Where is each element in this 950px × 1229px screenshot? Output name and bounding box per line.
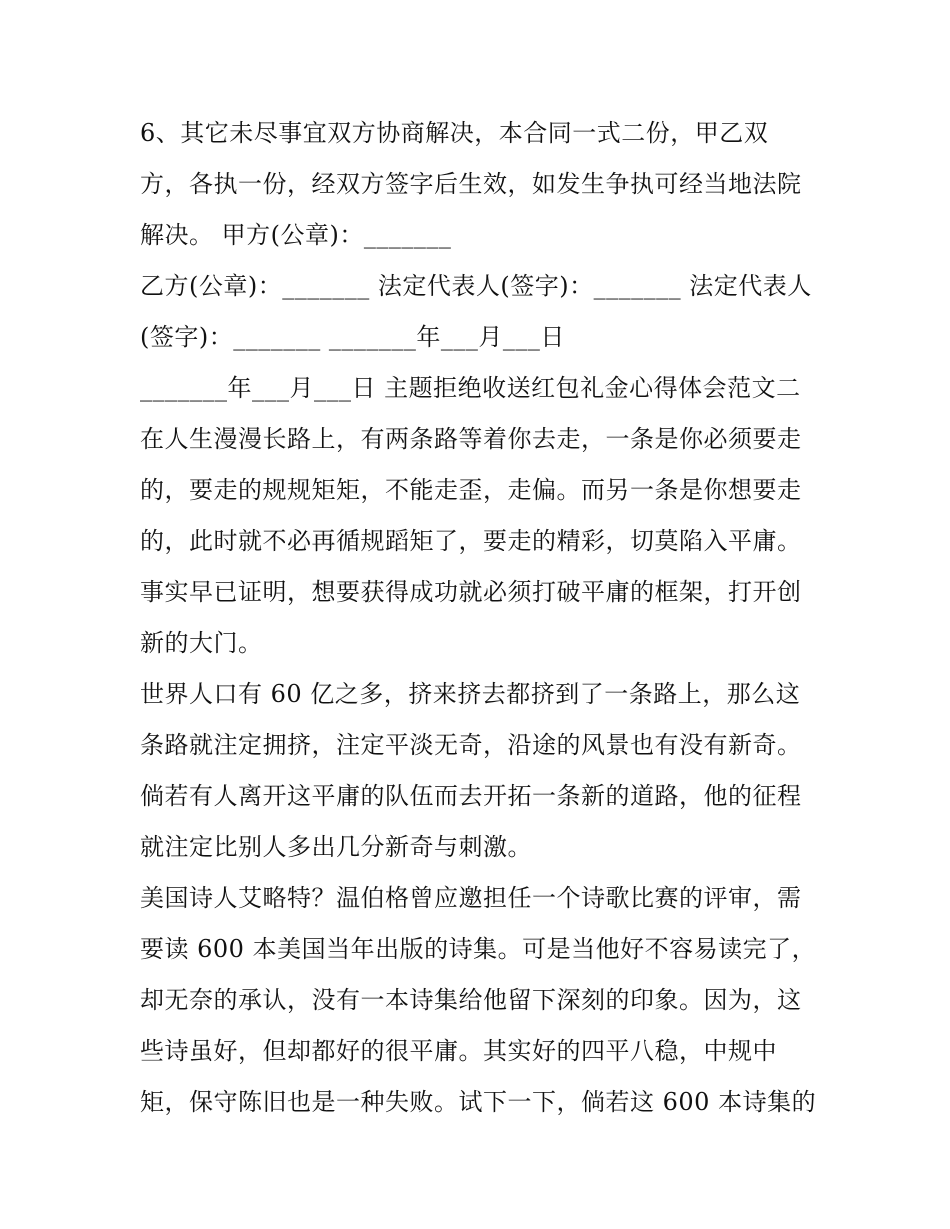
text-line: 方，各执一份，经双方签字后生效，如发生争执可经当地法院: [140, 170, 802, 198]
text-line: 新的大门。: [140, 629, 263, 657]
text-line: 世界人口有 60 亿之多，挤来挤去都挤到了一条路上，那么这: [140, 680, 801, 708]
text-line: 解决。 甲方(公章)：_______: [140, 221, 452, 249]
text-line: _______年___月___日 主题拒绝收送红包礼金心得体会范文二: [140, 374, 801, 402]
text-line: 却无奈的承认，没有一本诗集给他留下深刻的印象。因为，这: [140, 986, 802, 1014]
text-line: 的，要走的规规矩矩，不能走歪，走偏。而另一条是你想要走: [140, 476, 802, 504]
text-line: 乙方(公章)：_______ 法定代表人(签字)：_______ 法定代表人: [140, 272, 812, 300]
text-line: 条路就注定拥挤，注定平淡无奇，沿途的风景也有没有新奇。: [140, 731, 802, 759]
text-line: 倘若有人离开这平庸的队伍而去开拓一条新的道路，他的征程: [140, 782, 802, 810]
text-line: 要读 600 本美国当年出版的诗集。可是当他好不容易读完了，: [140, 935, 817, 963]
text-line: (签字)：_______ _______年___月___日: [140, 323, 565, 351]
body-text: [140, 108, 820, 1128]
text-line: 事实早已证明，想要获得成功就必须打破平庸的框架，打开创: [140, 578, 802, 606]
text-line: 6、其它未尽事宜双方协商解决，本合同一式二份，甲乙双: [140, 119, 769, 147]
text-line: 就注定比别人多出几分新奇与刺激。: [140, 833, 532, 861]
text-line: 在人生漫漫长路上，有两条路等着你去走，一条是你必须要走: [140, 425, 802, 453]
text-line: 矩，保守陈旧也是一种失败。试下一下，倘若这 600 本诗集的: [140, 1088, 817, 1116]
text-line: 美国诗人艾略特？温伯格曾应邀担任一个诗歌比赛的评审，需: [140, 884, 802, 912]
text-line: 的，此时就不必再循规蹈矩了，要走的精彩，切莫陷入平庸。: [140, 527, 802, 555]
text-line: 些诗虽好，但却都好的很平庸。其实好的四平八稳，中规中: [140, 1037, 777, 1065]
